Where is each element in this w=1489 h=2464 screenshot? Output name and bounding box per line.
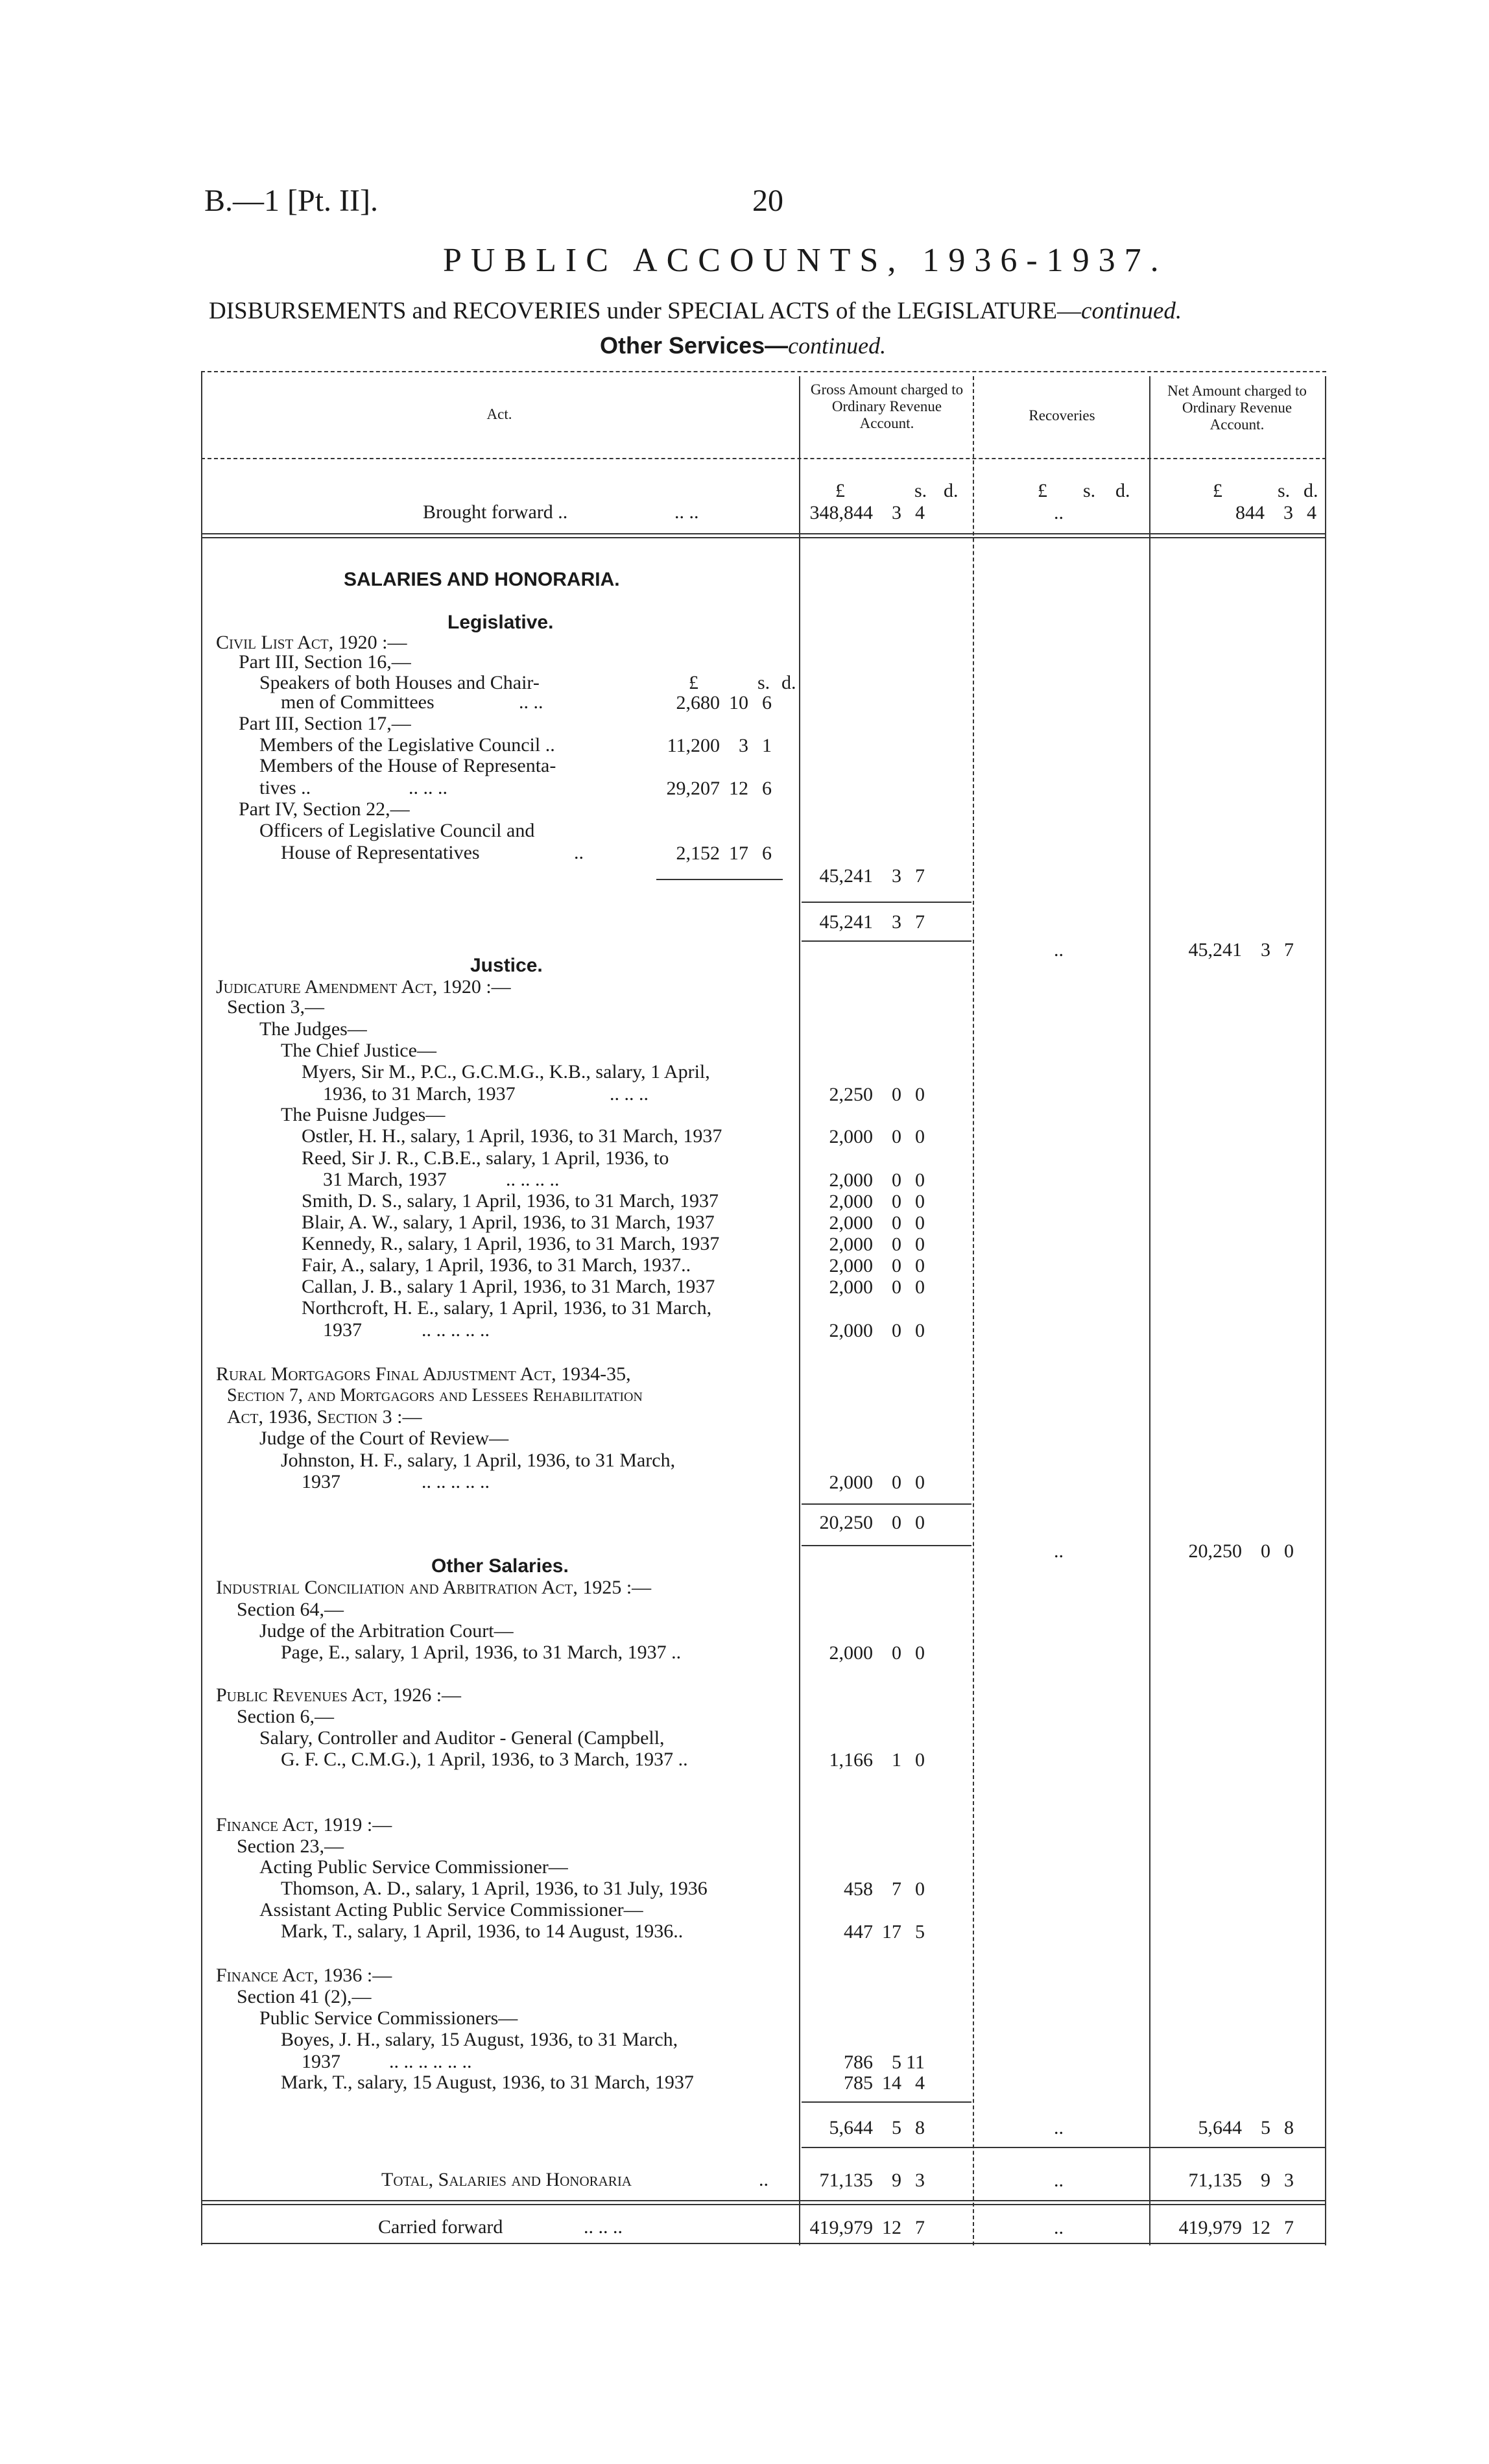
- johnston-line-b: 1937: [302, 1471, 340, 1492]
- boyes-line-b: 1937: [302, 2051, 340, 2072]
- brought-forward-gross: 348,844 3 4: [809, 502, 925, 523]
- kennedy-amount: 2,000 0 0: [829, 1234, 925, 1255]
- blair-line: Blair, A. W., salary, 1 April, 1936, to 31 March, 1937: [302, 1212, 715, 1233]
- fa1936-section: Section 41 (2),—: [237, 1986, 372, 2007]
- fa1936-act: Finance Act, 1936 :—: [216, 1965, 392, 1986]
- mark-line-2: Mark, T., salary, 15 August, 1936, to 31 March, 1937: [281, 2072, 694, 2093]
- johnston-dots: .. .. .. .. ..: [422, 1471, 490, 1492]
- carried-forward-net: 419,979 12 7: [1178, 2217, 1294, 2238]
- reps-dots: .. .. ..: [409, 777, 447, 798]
- myers-line-b: 1936, to 31 March, 1937: [323, 1083, 516, 1105]
- unit-pence-rec: d.: [1115, 480, 1130, 501]
- speakers-line-b: men of Committees: [281, 691, 435, 713]
- part3-sec17: Part III, Section 17,—: [239, 713, 411, 734]
- campbell-line-a: Salary, Controller and Auditor - General (Campbell,: [259, 1727, 665, 1749]
- grand-total-recoveries: ..: [1054, 2170, 1064, 2191]
- legislative-subtotal: 45,241 3 7: [819, 865, 925, 887]
- officers-line-b: House of Representatives: [281, 842, 480, 863]
- campbell-amount: 1,166 1 0: [829, 1749, 925, 1771]
- northcroft-dots: .. .. .. .. ..: [422, 1319, 490, 1341]
- judicature-section: Section 3,—: [227, 996, 324, 1018]
- grand-total-net: 71,135 9 3: [1188, 2170, 1294, 2191]
- myers-line-a: Myers, Sir M., P.C., G.C.M.G., K.B., salary, 1 April,: [302, 1061, 710, 1082]
- court-of-review: Judge of the Court of Review—: [259, 1428, 509, 1449]
- mark-line-1: Mark, T., salary, 1 April, 1936, to 14 August, 1936..: [281, 1920, 684, 1942]
- rural-act-line-b: Section 7, and Mortgagors and Lessees Rehabilitation: [227, 1385, 643, 1405]
- unit-shilling-net: s.: [1278, 480, 1291, 501]
- unit-shilling-rec: s.: [1083, 480, 1096, 501]
- myers-amount: 2,250 0 0: [829, 1084, 925, 1105]
- carried-forward-gross: 419,979 12 7: [809, 2217, 925, 2238]
- justice-net: 20,250 0 0: [1188, 1540, 1294, 1562]
- officers-amount: 2,152 17 6: [676, 843, 772, 864]
- mark-amount-1: 447 17 5: [844, 1921, 925, 1943]
- brought-forward-label: Brought forward ..: [423, 501, 568, 523]
- page-subtitle: DISBURSEMENTS and RECOVERIES under SPECIAL ACTS of the LEGISLATURE—continued.: [209, 298, 1182, 324]
- pra-act: Public Revenues Act, 1926 :—: [216, 1684, 462, 1706]
- reed-line-b: 31 March, 1937: [323, 1169, 447, 1190]
- ica-act: Industrial Conciliation and Arbitration Act, 1925 :—: [216, 1577, 652, 1598]
- civil-list-act: Civil List Act, 1920 :—: [216, 632, 407, 653]
- carried-forward-label: Carried forward: [378, 2216, 503, 2238]
- speakers-line-a: Speakers of both Houses and Chair-: [259, 672, 540, 693]
- myers-dots: .. .. ..: [610, 1083, 649, 1105]
- justice-total: 20,250 0 0: [819, 1512, 925, 1533]
- page-line: Page, E., salary, 1 April, 1936, to 31 March, 1937 ..: [281, 1642, 682, 1663]
- council-amount: 11,200 3 1: [667, 735, 772, 756]
- grand-total-gross: 71,135 9 3: [819, 2170, 925, 2191]
- speakers-dots: .. ..: [519, 691, 543, 713]
- leg-unit-d: d.: [781, 672, 796, 693]
- officers-line-a: Officers of Legislative Council and: [259, 820, 535, 841]
- other-total: 5,644 5 8: [829, 2117, 925, 2138]
- ica-section: Section 64,—: [237, 1599, 344, 1620]
- johnston-amount: 2,000 0 0: [829, 1472, 925, 1493]
- legislative-recoveries: ..: [1054, 939, 1064, 961]
- northcroft-line-b: 1937: [323, 1319, 362, 1341]
- ostler-amount: 2,000 0 0: [829, 1126, 925, 1147]
- legislative-net: 45,241 3 7: [1188, 939, 1294, 961]
- column-header-gross: Gross Amount charged to Ordinary Revenue Account.: [810, 381, 964, 431]
- fair-line: Fair, A., salary, 1 April, 1936, to 31 March, 1937..: [302, 1254, 691, 1276]
- reed-dots: .. .. .. ..: [506, 1169, 560, 1190]
- smith-line: Smith, D. S., salary, 1 April, 1936, to 31 March, 1937: [302, 1190, 719, 1212]
- grand-total-dots: ..: [759, 2169, 768, 2190]
- unit-pound-gross: £: [835, 480, 845, 501]
- justice-recoveries: ..: [1054, 1540, 1064, 1562]
- unit-pound-rec: £: [1038, 480, 1047, 501]
- legislative-total: 45,241 3 7: [819, 911, 925, 933]
- column-header-recoveries: Recoveries: [1029, 407, 1095, 424]
- brought-forward-recoveries: ..: [1054, 502, 1064, 523]
- grand-total-label: Total, Salaries and Honoraria: [381, 2169, 632, 2190]
- page-title: PUBLIC ACCOUNTS, 1936-1937.: [443, 242, 1168, 279]
- leg-unit-s: s.: [757, 672, 770, 693]
- ostler-line: Ostler, H. H., salary, 1 April, 1936, to 31 March, 1937: [302, 1125, 722, 1147]
- justice-heading: Justice.: [470, 955, 543, 976]
- reps-line-b: tives ..: [259, 777, 311, 798]
- reed-line-a: Reed, Sir J. R., C.B.E., salary, 1 April, 1936, to: [302, 1147, 669, 1169]
- unit-shilling-gross: s.: [914, 480, 927, 501]
- northcroft-amount: 2,000 0 0: [829, 1320, 925, 1341]
- other-net: 5,644 5 8: [1198, 2117, 1294, 2138]
- thomson-line: Thomson, A. D., salary, 1 April, 1936, to 31 July, 1936: [281, 1878, 708, 1899]
- carried-forward-dots: .. .. ..: [584, 2216, 623, 2238]
- page-amount: 2,000 0 0: [829, 1642, 925, 1664]
- column-header-act: Act.: [486, 406, 512, 422]
- fa1919-act: Finance Act, 1919 :—: [216, 1814, 392, 1836]
- acting-psc: Acting Public Service Commissioner—: [259, 1856, 568, 1878]
- blair-amount: 2,000 0 0: [829, 1212, 925, 1234]
- other-salaries-heading: Other Salaries.: [431, 1555, 569, 1577]
- northcroft-line-a: Northcroft, H. E., salary, 1 April, 1936, to 31 March,: [302, 1297, 712, 1319]
- officers-dots: ..: [574, 842, 584, 863]
- other-recoveries: ..: [1054, 2117, 1064, 2138]
- fa1919-section: Section 23,—: [237, 1836, 344, 1857]
- brought-forward-net: 844 3 4: [1235, 502, 1316, 523]
- pra-section: Section 6,—: [237, 1706, 334, 1727]
- section-title: SALARIES AND HONORARIA.: [344, 569, 620, 590]
- rural-act-line-a: Rural Mortgagors Final Adjustment Act, 1934-35,: [216, 1363, 631, 1385]
- the-judges: The Judges—: [259, 1018, 367, 1040]
- callan-line: Callan, J. B., salary 1 April, 1936, to 31 March, 1937: [302, 1276, 715, 1297]
- johnston-line-a: Johnston, H. F., salary, 1 April, 1936, to 31 March,: [281, 1450, 676, 1471]
- mark-amount-2: 785 14 4: [844, 2072, 925, 2094]
- leg-unit-pound: £: [689, 672, 698, 693]
- part3-sec16: Part III, Section 16,—: [239, 651, 411, 673]
- unit-pence-net: d.: [1304, 480, 1318, 501]
- page-number: 20: [752, 184, 783, 218]
- boyes-dots: .. .. .. .. .. ..: [389, 2051, 472, 2072]
- thomson-amount: 458 7 0: [844, 1878, 925, 1900]
- column-header-net: Net Amount charged to Ordinary Revenue Account.: [1167, 383, 1307, 433]
- speakers-amount: 2,680 10 6: [676, 692, 772, 713]
- rural-act-line-c: Act, 1936, Section 3 :—: [227, 1406, 422, 1428]
- carried-forward-recoveries: ..: [1054, 2217, 1064, 2238]
- unit-pound-net: £: [1213, 480, 1222, 501]
- reps-line-a: Members of the House of Representa-: [259, 755, 556, 776]
- psc-commissioners: Public Service Commissioners—: [259, 2007, 518, 2029]
- brought-forward-dots: .. ..: [674, 501, 699, 523]
- fair-amount: 2,000 0 0: [829, 1255, 925, 1276]
- smith-amount: 2,000 0 0: [829, 1191, 925, 1212]
- reed-amount: 2,000 0 0: [829, 1169, 925, 1191]
- page-ref: B.—1 [Pt. II].: [204, 184, 378, 218]
- judicature-act: Judicature Amendment Act, 1920 :—: [216, 976, 511, 998]
- puisne-judges: The Puisne Judges—: [281, 1104, 446, 1125]
- section-subtitle: Other Services—continued.: [600, 332, 887, 359]
- chief-justice: The Chief Justice—: [281, 1040, 436, 1061]
- reps-amount: 29,207 12 6: [666, 778, 772, 799]
- part4-sec22: Part IV, Section 22,—: [239, 798, 410, 820]
- unit-pence-gross: d.: [944, 480, 959, 501]
- legislative-heading: Legislative.: [447, 612, 554, 633]
- boyes-amount: 786 5 11: [844, 2051, 925, 2073]
- assistant-psc: Assistant Acting Public Service Commissioner—: [259, 1899, 643, 1920]
- boyes-line-a: Boyes, J. H., salary, 15 August, 1936, to 31 March,: [281, 2029, 678, 2050]
- kennedy-line: Kennedy, R., salary, 1 April, 1936, to 31 March, 1937: [302, 1233, 720, 1254]
- callan-amount: 2,000 0 0: [829, 1276, 925, 1298]
- council-line: Members of the Legislative Council ..: [259, 734, 555, 756]
- arbitration-judge: Judge of the Arbitration Court—: [259, 1620, 514, 1642]
- campbell-line-b: G. F. C., C.M.G.), 1 April, 1936, to 3 March, 1937 ..: [281, 1749, 688, 1770]
